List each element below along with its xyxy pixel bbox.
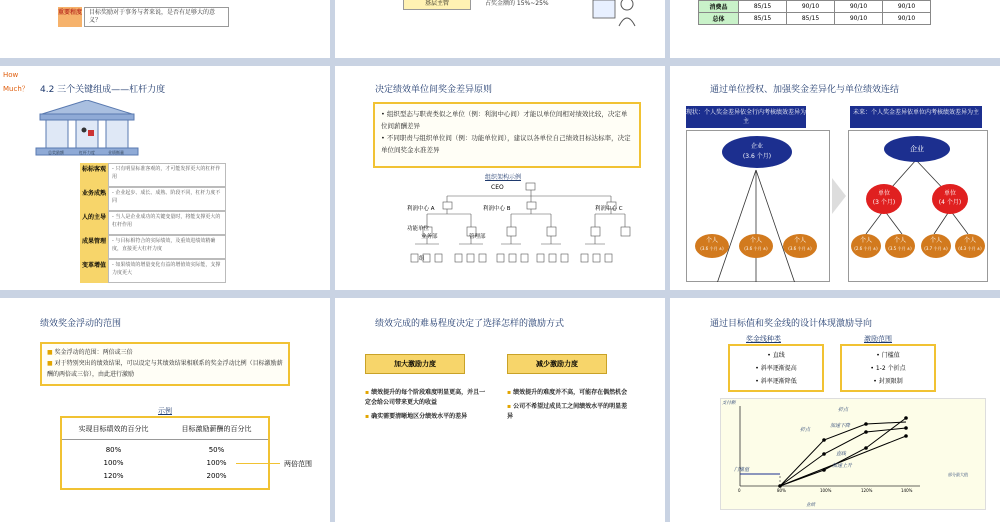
list-item: ▪ 绩效提升的每个阶段难度明显更高，并且一定会给公司带来更大的收益 [365, 389, 486, 406]
principle-box [373, 102, 641, 168]
table-row: 80% 50% [105, 446, 225, 454]
table-row: 总体 85/15 85/15 90/10 90/10 [699, 13, 931, 25]
example-title: 示例 [158, 407, 172, 415]
factor-text: - 如果绩效的增量变化有益的增值效实际能，支撑力度更大 [108, 259, 226, 283]
list-item: • 组织型态与职责类似之单位（例：利润中心间）才能以单位间相对绩效比较，决定单位间薪酬差异 [381, 110, 628, 130]
slide-4[interactable] [0, 66, 330, 290]
person-node: 个人 (3.6 个月 ±) [739, 234, 773, 258]
decelerate-label: 加速下降 [830, 423, 851, 429]
slide-7[interactable] [0, 298, 330, 522]
slide-title: 绩效完成的难易程度决定了选择怎样的激励方式 [375, 319, 565, 329]
kink-label: 折点 [800, 427, 811, 433]
presenter-illustration [589, 0, 643, 30]
list-item: • 不同职责与组织单位间（例：功能单位间），建议以各单位自己绩效目标达标率，决定单位间奖金水准差异 [381, 134, 631, 154]
slide-2[interactable] [335, 0, 665, 58]
current-header: 现状：个人奖金差异依全行内考核绩效差异为主 [686, 106, 806, 128]
org-label-mgmt: 管理部 [469, 234, 486, 240]
range-types-header: 激励范围 [864, 335, 892, 343]
range-connector [236, 463, 280, 464]
pillar-label-2: 杠杆力度 [79, 150, 95, 155]
slide-title: 通过目标值和奖金线的设计体现激励导向 [710, 319, 873, 329]
slide-3[interactable] [670, 0, 1000, 58]
org-label-grp: 组 [419, 256, 425, 262]
much-label: Much？ [3, 85, 29, 93]
list-item: • 斜率逐渐提高 [755, 365, 797, 372]
person-node: 个人 (3.6 个月 ±) [695, 234, 729, 258]
table-row: 消费品 85/15 90/10 90/10 90/10 [699, 1, 931, 13]
x-tick: 0 [738, 488, 741, 493]
person-node: 个人 (2.6 个月 ±) [851, 234, 881, 258]
pillar-label-3: 业绩衡量 [108, 150, 124, 155]
list-item [80, 211, 226, 235]
x-tick: 80% [777, 488, 786, 493]
how-label: How [3, 71, 19, 79]
org-label-pc-a: 利润中心 A [407, 206, 435, 212]
person-node: 个人 (3.7 个月 ±) [921, 234, 951, 258]
slide-title: 4.2 三个关键组成——杠杆力度 [40, 85, 166, 95]
slide-title: 通过单位授权、加强奖金差异化与单位绩效连结 [710, 85, 900, 95]
person-node: 个人 (3.6 个月 ±) [783, 234, 817, 258]
factor-tag: 业务成熟 [80, 187, 108, 211]
unit-node: 单位 (4 个月) [932, 184, 968, 214]
list-item: ▪ 公司不希望过成员工之间绩效水平的明显差异 [507, 403, 628, 420]
col-header: 实现目标绩效的百分比 [78, 424, 149, 433]
table-row: 100% 100% [103, 459, 227, 467]
current-enterprise-node: 企业 (3.6 个月) [722, 136, 792, 168]
list-item: • 直线 [767, 352, 785, 359]
table-row: 120% 200% [103, 472, 227, 480]
list-item: ■ 奖金浮动的范围：两倍或三倍 [47, 349, 133, 356]
factor-text: - 当人是企业成功的关键变量时，将能支撑更大的杠杆作用 [108, 211, 226, 235]
list-item: • 1-2 个折点 [870, 365, 906, 372]
straight-line-label: 直线 [836, 451, 847, 457]
factor-list [80, 163, 226, 283]
range-label: 两倍范围 [284, 460, 312, 468]
factor-tag: 人的主导 [80, 211, 108, 235]
line-types-box [728, 344, 824, 392]
org-label-biz: 业务部 [421, 234, 438, 240]
org-title: 组织架构示例 [485, 174, 522, 181]
list-item [80, 259, 226, 283]
range-box [40, 342, 290, 386]
increase-header: 加大激励力度 [365, 354, 465, 374]
slide-9[interactable] [670, 298, 1000, 522]
x-tick: 100% [820, 488, 832, 493]
x-axis-label: 业绩 [806, 503, 815, 508]
list-item: • 门槛值 [876, 352, 900, 359]
col-header: 目标激励薪酬的百分比 [181, 424, 252, 433]
accelerate-label: 加速上升 [832, 463, 853, 469]
slide-5[interactable] [335, 66, 665, 290]
future-header: 未来：个人奖金差异依单位内考核绩效差异为主 [850, 106, 982, 128]
decrease-header: 减少激励力度 [507, 354, 607, 374]
importance-desc: 目标奖励对于事务与者来说，是否有足够大的意义？ [84, 7, 229, 27]
list-item [80, 163, 226, 187]
pillar-label-1: 总奖励额 [48, 150, 64, 155]
list-item: ▪ 确实需要清晰地区分绩效水平的差异 [365, 413, 468, 420]
increase-list [365, 388, 489, 422]
cap-label: 部分最大值 [948, 472, 968, 477]
person-node: 个人 (3.5 个月 ±) [885, 234, 915, 258]
slide-1[interactable] [0, 0, 330, 58]
temple-illustration [32, 100, 142, 156]
slide-6[interactable] [670, 66, 1000, 290]
org-label-func: 功能单位 [407, 226, 430, 232]
future-enterprise-node: 企业 [884, 136, 950, 162]
supervisor-box: 基层主管 [403, 0, 471, 10]
list-item: • 封顶限制 [873, 378, 903, 385]
y-axis-label: 支付额 [722, 401, 736, 406]
factor-text: - 只有明显标准客观的，才可能发挥更大的杠杆作用 [108, 163, 226, 187]
list-item [80, 235, 226, 259]
factor-text: - 与目标相符合的实际绩效，及重效进绩效精确度，直接更大杠杆力度 [108, 235, 226, 259]
line-types-header: 奖金线种类 [746, 335, 781, 343]
slide-8[interactable] [335, 298, 665, 522]
importance-tag: 重要程度 [58, 7, 82, 27]
example-table [60, 416, 270, 490]
threshold-label: 门槛值 [734, 467, 750, 473]
slide-title: 决定绩效单位间奖金差异原则 [375, 85, 493, 95]
kink-label: 折点 [838, 407, 849, 413]
factor-text: - 企业起步、成长、成熟、阶段不同，杠杆力度不同 [108, 187, 226, 211]
list-item [80, 187, 226, 211]
payout-chart [720, 398, 986, 510]
person-node: 个人 (4.3 个月 ±) [955, 234, 985, 258]
slide-title: 绩效奖金浮动的范围 [40, 319, 122, 329]
x-tick: 120% [861, 488, 873, 493]
org-chart [371, 180, 651, 290]
list-item: • 斜率逐渐降低 [755, 378, 797, 385]
decrease-list [507, 388, 631, 422]
list-item: ■ 对于特别突出的绩效结果，可以设定与其绩效结果相联系的奖金浮动比例（目标激励薪酬的两倍或三倍），由此进行激励 [47, 360, 283, 378]
factor-tag: 标标客观 [80, 163, 108, 187]
supervisor-note: 占奖金额的 15%~25% [485, 0, 549, 7]
arrow-icon [830, 176, 848, 216]
ratio-table [698, 0, 931, 25]
org-label-pc-b: 利润中心 B [483, 206, 511, 212]
factor-tag: 变革增值 [80, 259, 108, 283]
unit-node: 单位 (3 个月) [866, 184, 902, 214]
range-types-box [840, 344, 936, 392]
factor-tag: 成果管理 [80, 235, 108, 259]
x-tick: 140% [901, 488, 913, 493]
svg-text:CEO: CEO [491, 184, 504, 191]
org-label-pc-c: 利润中心 C [595, 206, 623, 212]
list-item: ▪ 绩效提升的难度并不高，可能存在偶然机会 [507, 389, 628, 396]
